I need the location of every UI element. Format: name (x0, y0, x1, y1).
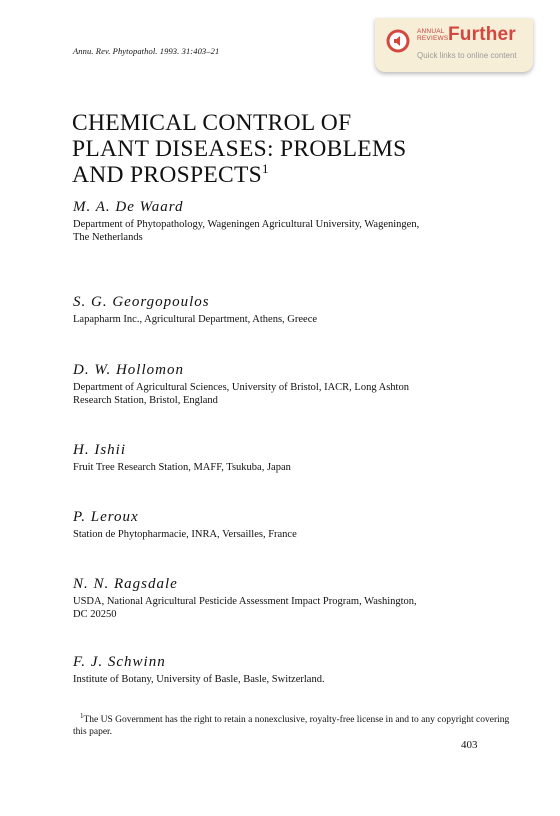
author-block (73, 508, 513, 541)
footnote (73, 710, 513, 738)
author-name: F. J. Schwinn (73, 654, 166, 670)
speaker-icon (386, 29, 410, 53)
badge-annual-reviews: ANNUAL REVIEWS (417, 28, 449, 42)
footnote-text: The US Government has the right to retain a nonexclusive, royalty-free license in and to any copyright covering this paper. (73, 715, 510, 738)
badge-subtitle: Quick links to online content (417, 51, 517, 60)
author-block (73, 361, 513, 407)
author-affiliation: Lapapharm Inc., Agricultural Department, Athens, Greece (73, 314, 318, 325)
footnote-mark: 1 (80, 712, 84, 720)
author-affiliation: USDA, National Agricultural Pesticide Assessment Impact Program, Washington, DC 20250 (73, 596, 417, 620)
title-line-1: CHEMICAL CONTROL OF (72, 110, 352, 136)
author-affiliation: Department of Agricultural Sciences, University of Bristol, IACR, Long Ashton Research Station, Bristol, England (73, 382, 409, 406)
author-affiliation: Institute of Botany, University of Basle, Basle, Switzerland. (73, 674, 325, 685)
author-name: N. N. Ragsdale (73, 576, 178, 592)
author-name: S. G. Georgopoulos (73, 294, 210, 310)
author-block (73, 293, 513, 326)
title-footnote-mark: 1 (262, 161, 269, 177)
author-affiliation: Station de Phytopharmacie, INRA, Versailles, France (73, 529, 297, 540)
author-block (73, 441, 513, 474)
further-badge[interactable] (375, 18, 533, 72)
article-title (72, 110, 492, 188)
author-name: H. Ishii (73, 442, 126, 458)
author-name: P. Leroux (73, 509, 139, 525)
title-line-3: AND PROSPECTS$^1$ (72, 161, 269, 188)
journal-reference: Annu. Rev. Phytopathol. 1993. 31:403–21 (73, 46, 220, 56)
badge-further-label: Further (448, 24, 516, 45)
author-block (73, 575, 513, 621)
title-line-2: PLANT DISEASES: PROBLEMS (72, 136, 407, 162)
author-name: D. W. Hollomon (73, 362, 184, 378)
author-block (73, 198, 513, 244)
page-number: 403 (461, 739, 478, 751)
author-affiliation: Fruit Tree Research Station, MAFF, Tsukuba, Japan (73, 462, 291, 473)
author-affiliation: Department of Phytopathology, Wageningen Agricultural University, Wageningen, The Netherlands (73, 219, 420, 243)
author-block (73, 653, 513, 686)
author-name: M. A. De Waard (73, 199, 184, 215)
